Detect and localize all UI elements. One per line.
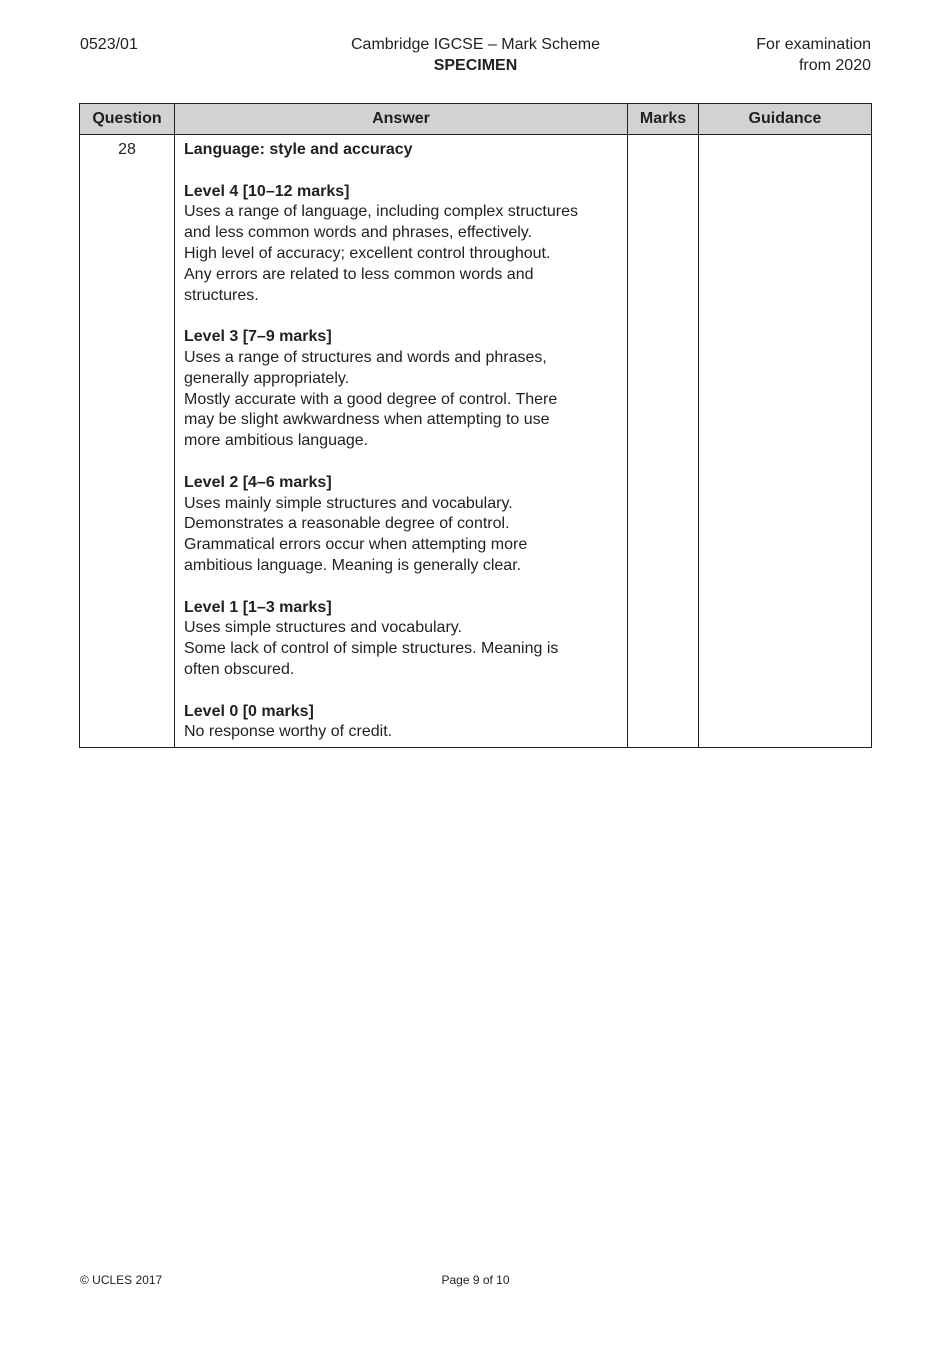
level-text-line: ambitious language. Meaning is generally clear.	[184, 556, 522, 574]
level-text-line: Demonstrates a reasonable degree of control.	[184, 515, 510, 533]
level-title: Level 1 [1–3 marks]	[184, 598, 332, 616]
level-4-block	[184, 182, 618, 307]
level-text-line: Some lack of control of simple structures. Meaning is	[184, 640, 559, 658]
level-text-line: Uses mainly simple structures and vocabulary.	[184, 494, 513, 512]
level-text-line: High level of accuracy; excellent control throughout.	[184, 244, 551, 262]
marks-cell	[628, 135, 699, 748]
page-number: Page 9 of 10	[441, 1273, 510, 1287]
level-title: Level 0 [0 marks]	[184, 702, 314, 720]
level-text-line: and less common words and phrases, effectively.	[184, 224, 533, 242]
level-1-block	[184, 598, 618, 681]
column-header-guidance: Guidance	[699, 104, 872, 135]
level-title: Level 2 [4–6 marks]	[184, 473, 332, 491]
level-text-line: Grammatical errors occur when attempting more	[184, 536, 528, 554]
copyright-notice: © UCLES 2017	[80, 1273, 163, 1287]
level-text-line: may be slight awkwardness when attempting to use	[184, 411, 550, 429]
specimen-label: SPECIMEN	[433, 57, 518, 74]
guidance-cell	[699, 135, 872, 748]
level-text-line: more ambitious language.	[184, 432, 369, 450]
level-text-line: Any errors are related to less common words and	[184, 265, 534, 283]
level-text-line: generally appropriately.	[184, 369, 350, 387]
level-2-block	[184, 473, 618, 577]
page-header	[80, 34, 871, 80]
column-header-answer: Answer	[175, 104, 628, 135]
document-title-block	[80, 34, 871, 76]
level-text-line: Uses a range of structures and words and phrases,	[184, 348, 547, 366]
mark-scheme-table	[79, 103, 872, 748]
table-row	[80, 135, 872, 748]
syllabus-code: 0523/01	[80, 36, 138, 53]
examination-line-2: from 2020	[798, 57, 871, 74]
column-header-question: Question	[80, 104, 175, 135]
level-0-block	[184, 702, 618, 744]
level-text-line: No response worthy of credit.	[184, 723, 393, 741]
level-title: Level 4 [10–12 marks]	[184, 182, 350, 200]
column-header-marks: Marks	[628, 104, 699, 135]
table-header-row	[80, 104, 872, 135]
level-text-line: Uses a range of language, including complex structures	[184, 203, 578, 221]
answer-cell	[175, 135, 628, 748]
level-text-line: Mostly accurate with a good degree of control. There	[184, 390, 558, 408]
examination-date	[756, 34, 871, 76]
level-3-block	[184, 327, 618, 452]
examination-line-1: For examination	[756, 36, 871, 53]
level-text-line: often obscured.	[184, 660, 295, 678]
level-text-line: structures.	[184, 286, 259, 304]
level-title: Level 3 [7–9 marks]	[184, 328, 332, 346]
document-title: Cambridge IGCSE – Mark Scheme	[351, 36, 600, 53]
answer-heading: Language: style and accuracy	[184, 141, 413, 158]
level-text-line: Uses simple structures and vocabulary.	[184, 619, 463, 637]
question-number: 28	[80, 135, 175, 748]
